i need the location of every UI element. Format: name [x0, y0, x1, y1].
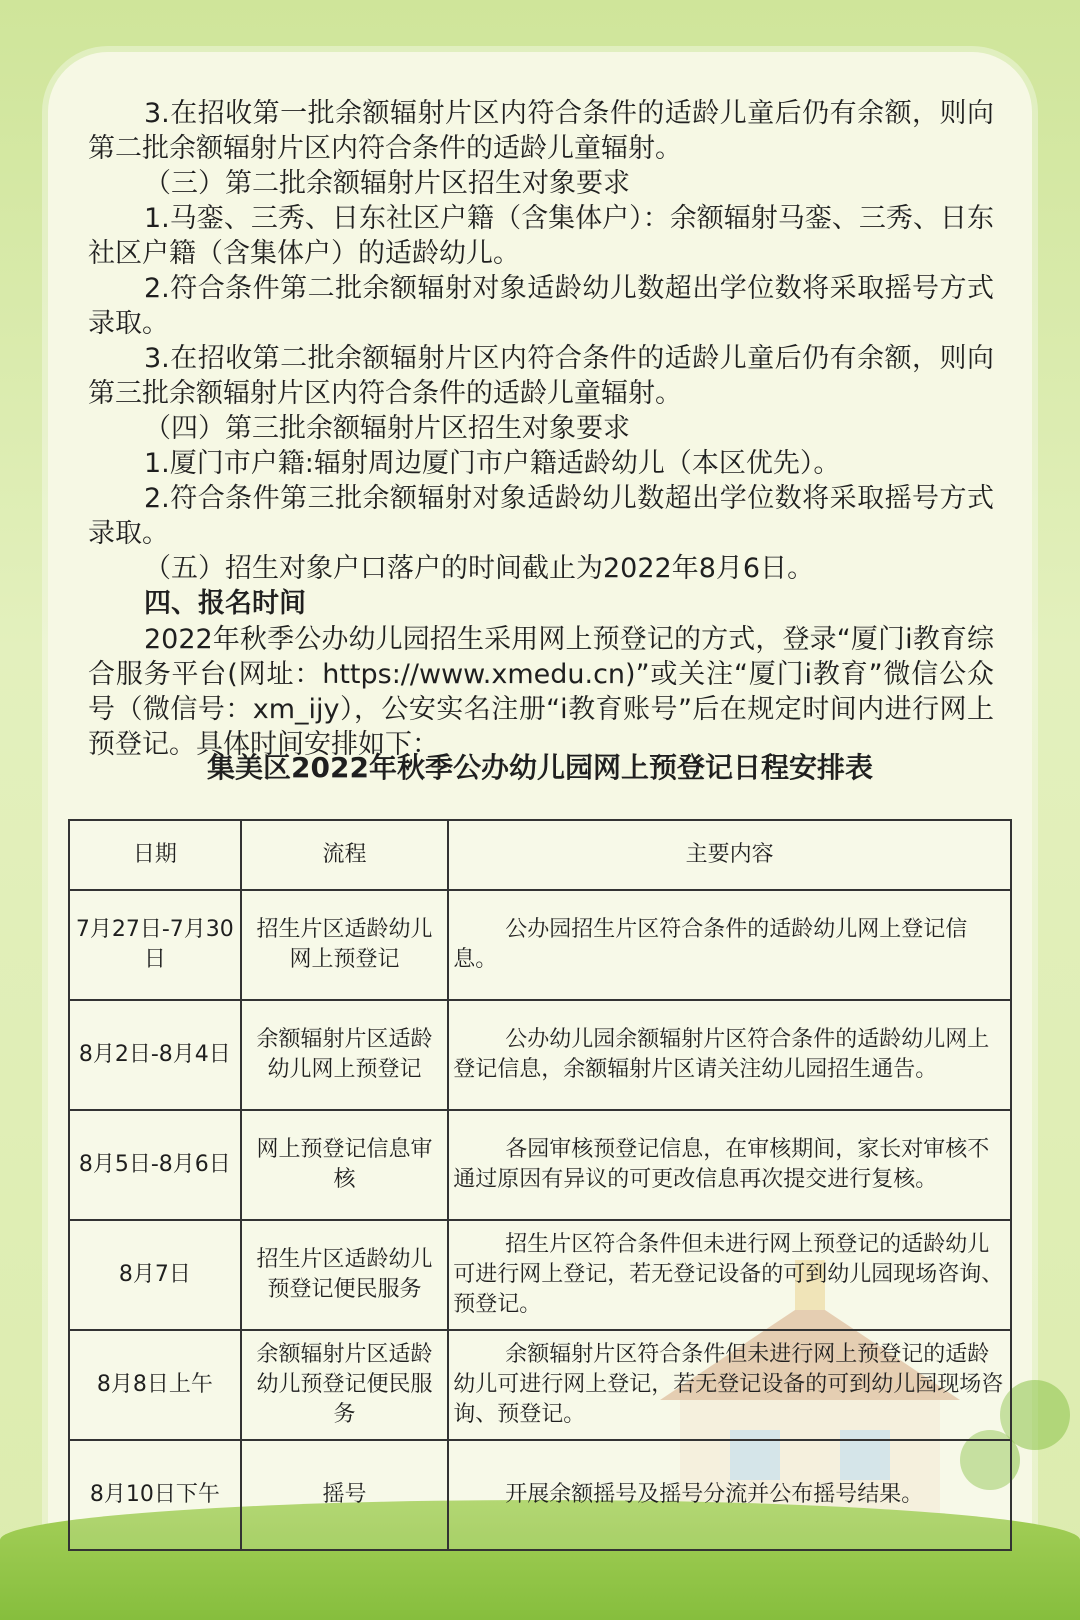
paragraph: （四）第三批余额辐射片区招生对象要求: [144, 413, 630, 444]
table-row: [69, 1440, 1011, 1550]
paragraph: 1.马銮、三秀、日东社区户籍（含集体户）：余额辐射马銮、三秀、日东社区户籍（含集体户）的适龄幼儿。: [88, 203, 994, 269]
table-row: [69, 1110, 1011, 1220]
cell-date: 8月8日上午: [69, 1330, 241, 1440]
paragraph: 1.厦门市户籍:辐射周边厦门市户籍适龄幼儿（本区优先）。: [144, 448, 841, 479]
paragraph: 2022年秋季公办幼儿园招生采用网上预登记的方式，登录“厦门i教育综合服务平台(网址：https://www.xmedu.cn)”或关注“厦门i教育”微信公众号（微信号：xm_ijy），公安实名注册“i教育账号”后在规定时间内进行网上预登记。具体时间安排如下：: [88, 624, 994, 760]
cell-date: 8月7日: [69, 1220, 241, 1330]
cell-flow: 余额辐射片区适龄幼儿预登记便民服务: [241, 1330, 449, 1440]
header-date: 日期: [69, 820, 241, 890]
cell-flow: 网上预登记信息审核: [241, 1110, 449, 1220]
cell-content: 公办园招生片区符合条件的适龄幼儿网上登记信息。: [448, 890, 1011, 1000]
paragraph: 2.符合条件第二批余额辐射对象适龄幼儿数超出学位数将采取摇号方式录取。: [88, 273, 994, 339]
paragraph: 3.在招收第一批余额辐射片区内符合条件的适龄儿童后仍有余额，则向第二批余额辐射片区内符合条件的适龄儿童辐射。: [88, 98, 994, 164]
cell-flow: 余额辐射片区适龄幼儿网上预登记: [241, 1000, 449, 1110]
cell-flow: 招生片区适龄幼儿网上预登记: [241, 890, 449, 1000]
cell-content: 开展余额摇号及摇号分流并公布摇号结果。: [448, 1440, 1011, 1550]
document-body: [88, 96, 994, 762]
cell-content: 招生片区符合条件但未进行网上预登记的适龄幼儿可进行网上登记，若无登记设备的可到幼儿园现场咨询、预登记。: [448, 1220, 1011, 1330]
table-row: [69, 1220, 1011, 1330]
cell-date: 8月2日-8月4日: [69, 1000, 241, 1110]
cell-content: 各园审核预登记信息，在审核期间，家长对审核不通过原因有异议的可更改信息再次提交进行复核。: [448, 1110, 1011, 1220]
cell-content: 余额辐射片区符合条件但未进行网上预登记的适龄幼儿可进行网上登记，若无登记设备的可到幼儿园现场咨询、预登记。: [448, 1330, 1011, 1440]
table-title: 集美区2022年秋季公办幼儿园网上预登记日程安排表: [207, 751, 873, 784]
paragraph: 3.在招收第二批余额辐射片区内符合条件的适龄儿童后仍有余额，则向第三批余额辐射片区内符合条件的适龄儿童辐射。: [88, 343, 994, 409]
schedule-table: [68, 819, 1012, 1551]
header-flow: 流程: [241, 820, 449, 890]
section-heading: 四、报名时间: [144, 588, 306, 619]
paragraph: （五）招生对象户口落户的时间截止为2022年8月6日。: [144, 553, 815, 584]
cell-content: 公办幼儿园余额辐射片区符合条件的适龄幼儿网上登记信息，余额辐射片区请关注幼儿园招生通告。: [448, 1000, 1011, 1110]
cell-date: 7月27日-7月30日: [69, 890, 241, 1000]
paragraph: （三）第二批余额辐射片区招生对象要求: [144, 168, 630, 199]
table-row: [69, 890, 1011, 1000]
cell-flow: 摇号: [241, 1440, 449, 1550]
cell-flow: 招生片区适龄幼儿预登记便民服务: [241, 1220, 449, 1330]
table-header-row: [69, 820, 1011, 890]
cell-date: 8月10日下午: [69, 1440, 241, 1550]
cell-date: 8月5日-8月6日: [69, 1110, 241, 1220]
header-content: 主要内容: [448, 820, 1011, 890]
table-row: [69, 1000, 1011, 1110]
paragraph: 2.符合条件第三批余额辐射对象适龄幼儿数超出学位数将采取摇号方式录取。: [88, 483, 994, 549]
table-row: [69, 1330, 1011, 1440]
